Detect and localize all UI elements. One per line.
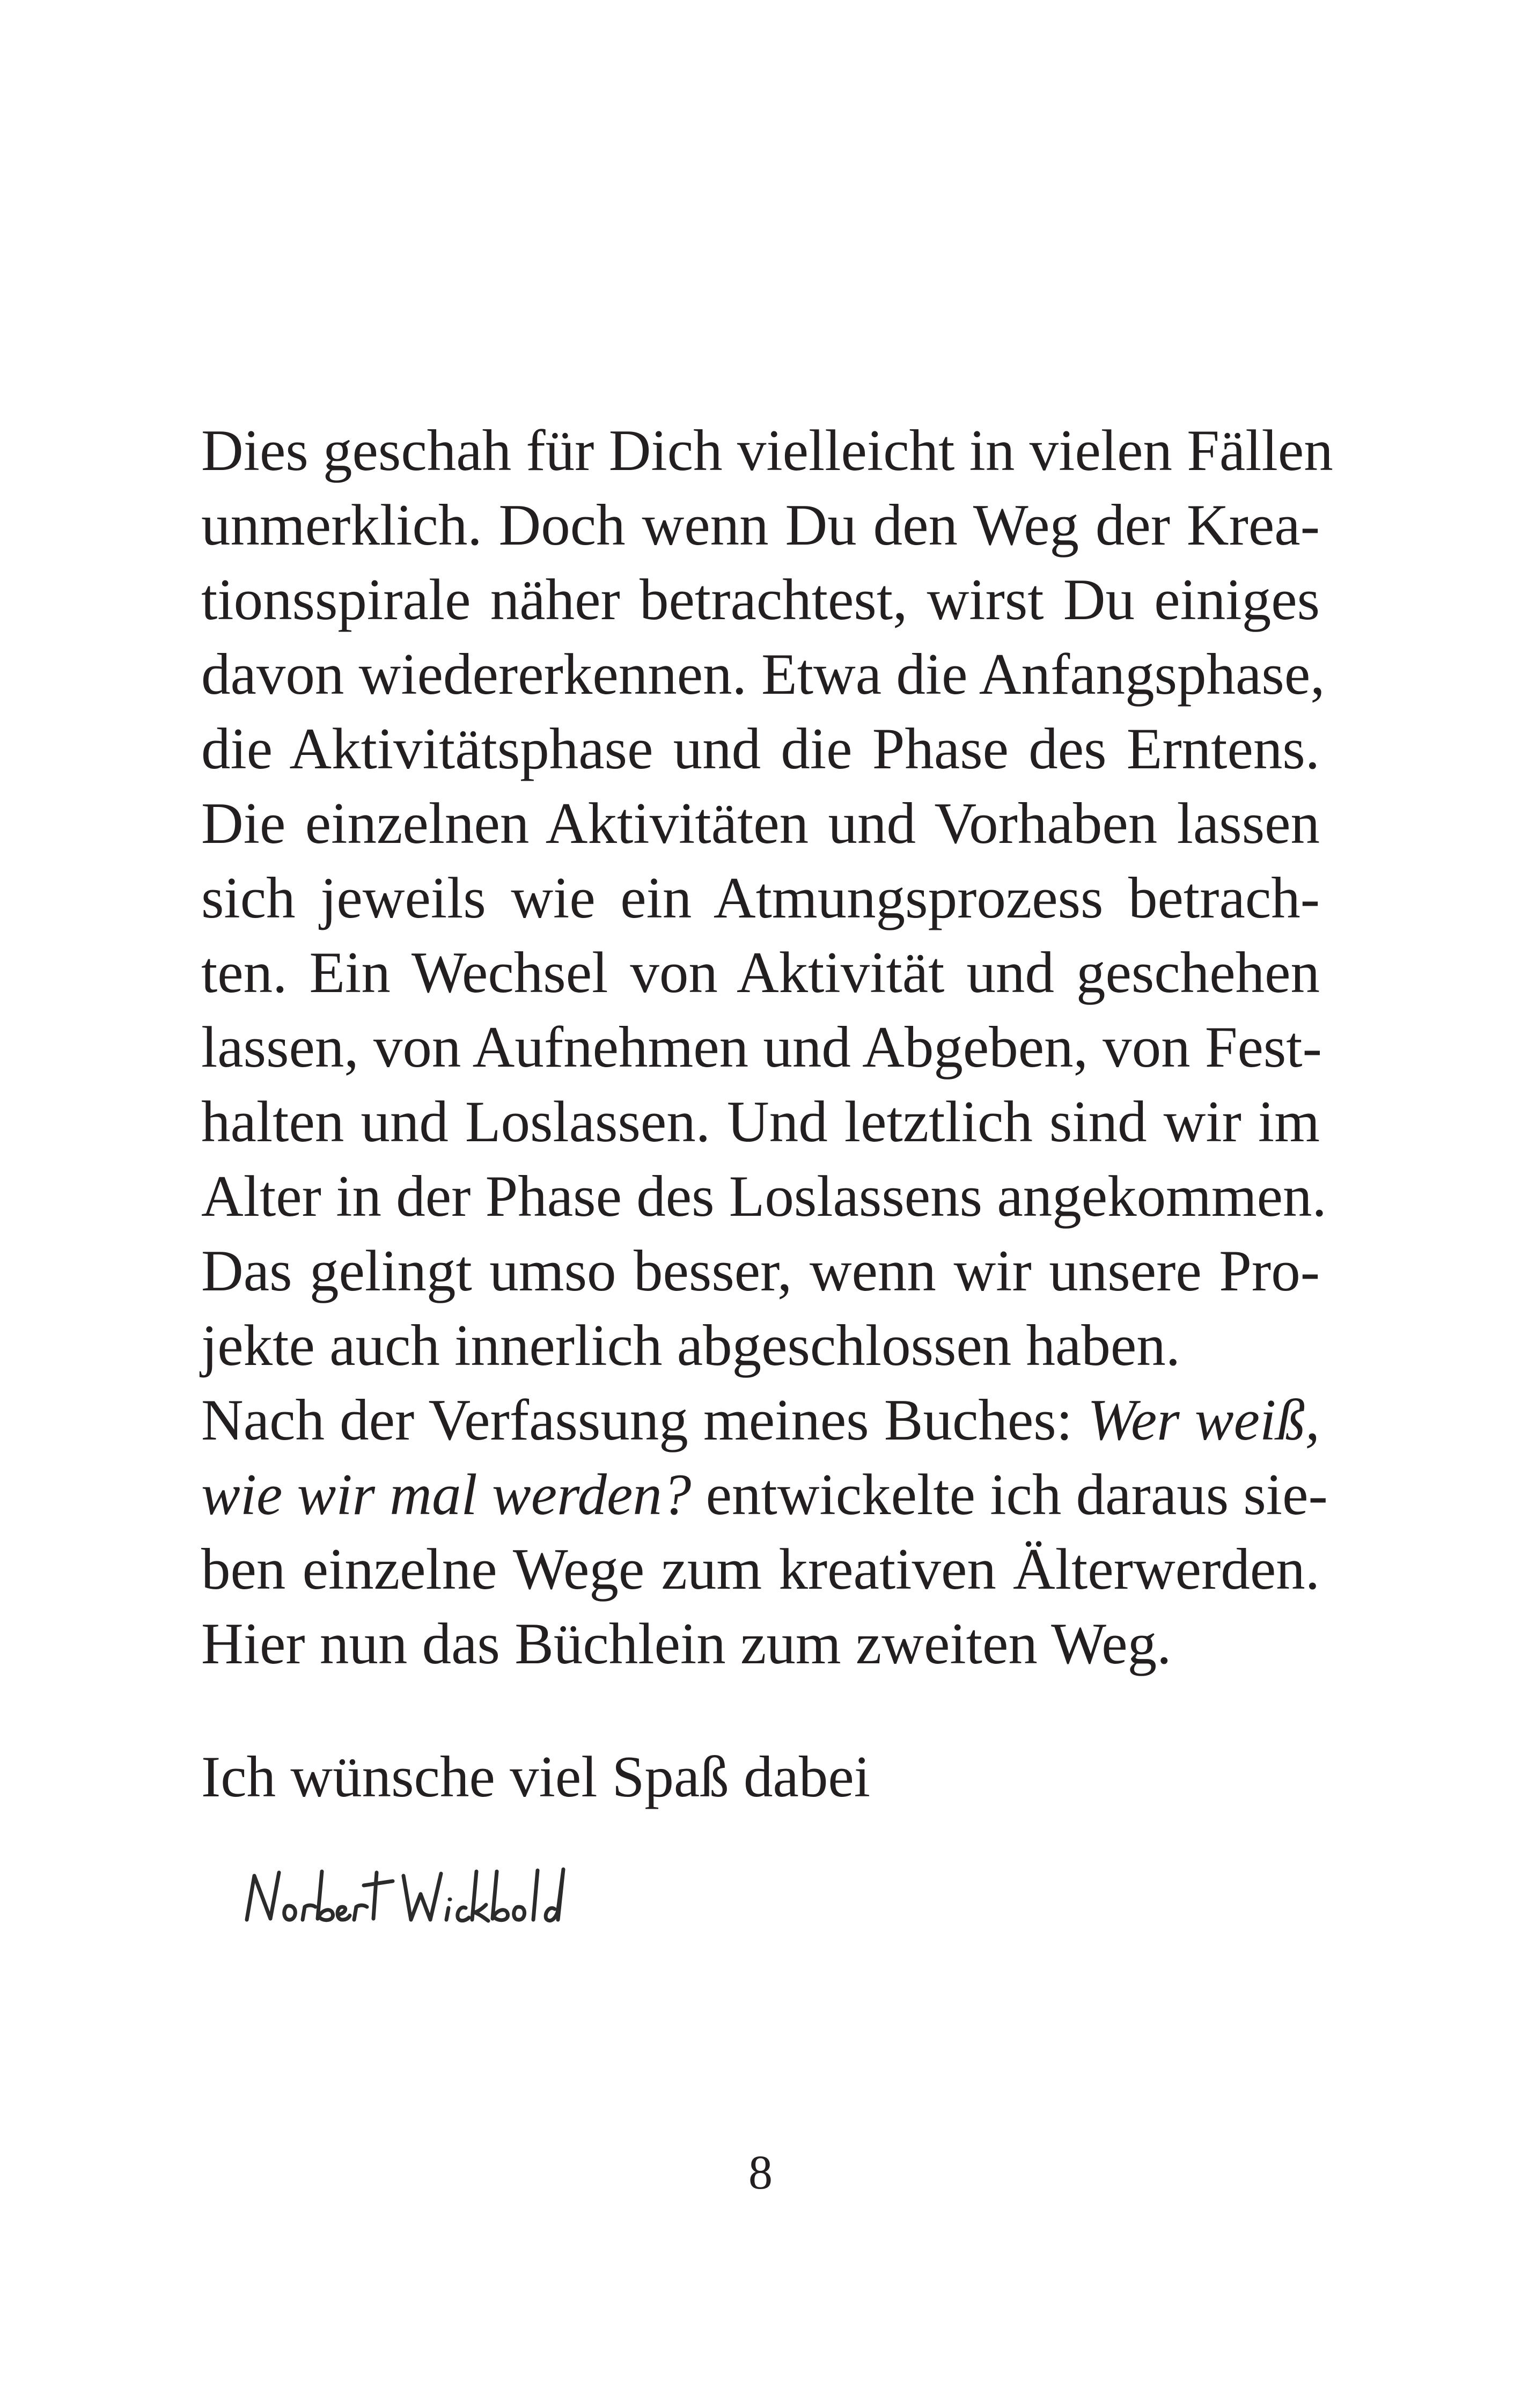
body-line: halten und Loslassen. Und letztlich sind wir im: [201, 1089, 1320, 1154]
body-line: jekte auch innerlich abgeschlossen haben.: [201, 1313, 1181, 1378]
body-line: Das gelingt umso besser, wenn wir unsere Pro-: [201, 1238, 1320, 1303]
closing-greeting: Ich wünsche viel Spaß dabei: [201, 1744, 871, 1809]
body-line-with-book-title: [201, 1383, 1320, 1457]
body-line: Alter in der Phase des Loslassens angekommen.: [201, 1164, 1327, 1229]
body-line: davon wiedererkennen. Etwa die Anfangsphase,: [201, 642, 1325, 707]
body-line: die Aktivitätsphase und die Phase des Erntens.: [201, 716, 1320, 781]
body-text-segment: Nach der Verfassung meines Buches:: [201, 1387, 1088, 1452]
body-line: sich jeweils wie ein Atmungsprozess betrach-: [201, 865, 1320, 930]
body-line: ben einzelne Wege zum kreativen Älterwerden.: [201, 1537, 1320, 1602]
book-title-italic: Wer weiß,: [1088, 1387, 1320, 1452]
page-number: 8: [748, 2146, 773, 2199]
book-title-italic: wie wir mal werden?: [201, 1462, 692, 1527]
body-line: Die einzelnen Aktivitäten und Vorhaben lassen: [201, 791, 1320, 856]
body-text-segment: entwickelte ich daraus sie-: [691, 1462, 1328, 1527]
body-line: unmerklich. Doch wenn Du den Weg der Krea-: [201, 493, 1320, 557]
body-line: lassen, von Aufnehmen und Abgeben, von Fest-: [201, 1015, 1322, 1080]
body-line: ten. Ein Wechsel von Aktivität und geschehen: [201, 940, 1320, 1005]
body-text: [201, 413, 1333, 1681]
body-line: tionsspirale näher betrachtest, wirst Du einiges: [201, 567, 1320, 632]
signature-graphic: [236, 1856, 579, 1942]
handwritten-signature: [236, 1856, 579, 1942]
body-line: Hier nun das Büchlein zum zweiten Weg.: [201, 1611, 1172, 1676]
body-line-with-book-title: [201, 1457, 1328, 1532]
body-line: Dies geschah für Dich vielleicht in vielen Fällen: [201, 418, 1333, 483]
